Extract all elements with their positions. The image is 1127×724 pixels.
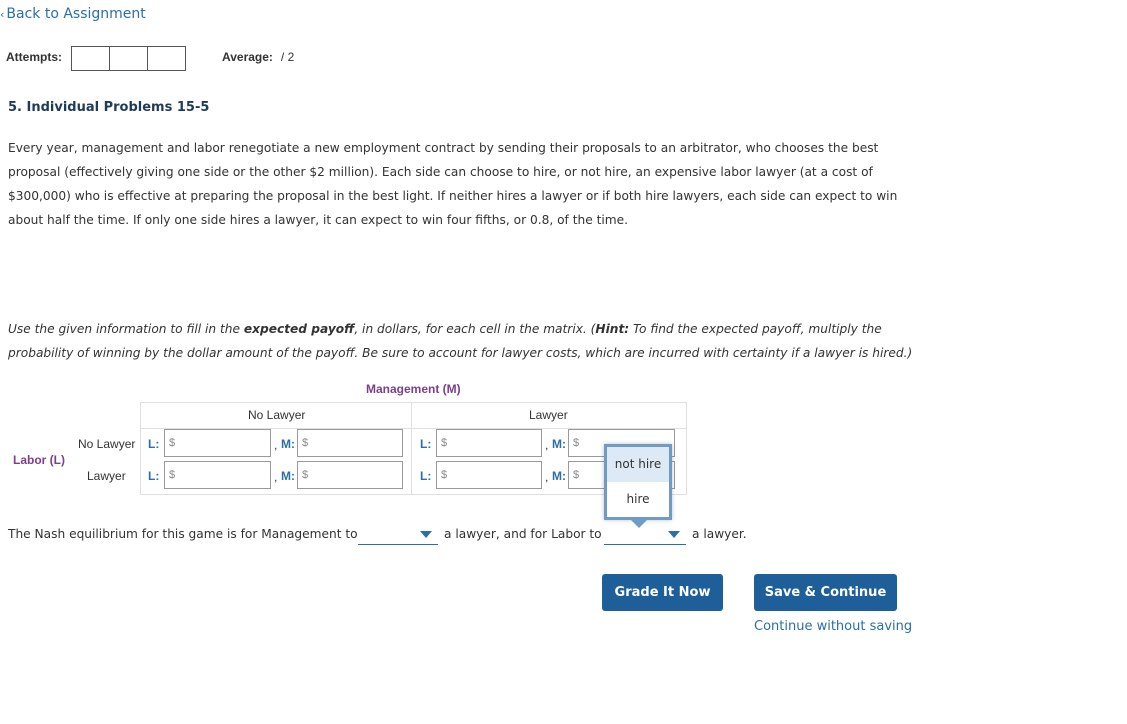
labor-payoff-input-lawyer-lawyer[interactable]	[436, 461, 542, 489]
management-header: Management (M)	[366, 382, 461, 396]
average-value: / 2	[280, 50, 295, 64]
problem-text: Every year, management and labor renegotiate a new employment contract by sending their proposals to an arbitrator, who chooses the best proposal (effectively giving one side or the other $2 million). Each side can choose to hire, or not hire, an expensive labor lawyer (at a cost of $300,000) who is effective at preparing the proposal in the best light. If neither hires a lawyer or if both hire lawyers, each side can expect to win about half the time. If only one side hires a lawyer, it can expect to win four fifths, or 0.8, of the time.	[8, 141, 898, 227]
currency-symbol: $	[169, 469, 176, 481]
nash-middle: a lawyer, and for Labor to	[444, 527, 602, 541]
management-payoff-input-nolawyer-nolawyer[interactable]	[297, 429, 403, 457]
column-header-lawyer: Lawyer	[529, 408, 568, 422]
chevron-down-icon[interactable]	[420, 531, 432, 538]
comma: ,	[274, 470, 278, 484]
chevron-down-icon[interactable]	[668, 531, 680, 538]
chevron-left-icon: ‹	[0, 8, 5, 21]
attempt-box	[71, 46, 110, 71]
comma: ,	[545, 470, 549, 484]
nash-prefix: The Nash equilibrium for this game is for Management to	[8, 527, 358, 541]
currency-symbol: $	[169, 437, 176, 449]
back-link-label: Back to Assignment	[6, 6, 146, 22]
currency-symbol: $	[302, 469, 309, 481]
management-payoff-label: M:	[281, 437, 295, 451]
currency-symbol: $	[573, 437, 580, 449]
comma: ,	[545, 438, 549, 452]
management-payoff-input-lawyer-nolawyer[interactable]	[297, 461, 403, 489]
instructions-text: Use the given information to fill in the	[8, 322, 244, 336]
labor-header: Labor (L)	[13, 453, 65, 467]
choice-dropdown-menu	[604, 444, 672, 520]
instructions-text: To find the expected payoff, multiply the probability of winning by the dollar amount of the payoff. Be sure to account for lawyer costs, which are incurred with certainty if a lawyer is hired.)	[8, 322, 913, 360]
attempt-box	[147, 46, 186, 71]
labor-payoff-label: L:	[420, 437, 432, 451]
labor-payoff-label: L:	[148, 437, 160, 451]
column-header-no-lawyer: No Lawyer	[248, 408, 306, 422]
currency-symbol: $	[441, 469, 448, 481]
attempt-box	[109, 46, 148, 71]
average-score	[222, 50, 294, 64]
grade-it-now-button[interactable]: Grade It Now	[602, 574, 723, 611]
dropdown-pointer	[631, 520, 647, 528]
dropdown-option-hire[interactable]: hire	[626, 492, 650, 506]
currency-symbol: $	[302, 437, 309, 449]
hint-label: Hint:	[595, 322, 630, 336]
management-payoff-label: M:	[552, 469, 566, 483]
row-header-lawyer: Lawyer	[87, 469, 126, 483]
save-and-continue-button[interactable]: Save & Continue	[754, 574, 897, 611]
attempts-label: Attempts:	[6, 50, 62, 64]
labor-payoff-label: L:	[148, 469, 160, 483]
labor-payoff-input-lawyer-nolawyer[interactable]	[164, 461, 271, 489]
problem-title: 5. Individual Problems 15-5	[8, 100, 210, 115]
back-to-assignment-link[interactable]	[0, 6, 146, 22]
dropdown-option-not-hire[interactable]: not hire	[607, 447, 669, 482]
instructions-bold: expected payoff	[243, 322, 355, 336]
nash-suffix: a lawyer.	[692, 527, 747, 541]
instructions-text: , in dollars, for each cell in the matrix. (	[354, 322, 596, 336]
management-payoff-label: M:	[281, 469, 295, 483]
average-label: Average:	[222, 50, 273, 64]
management-payoff-label: M:	[552, 437, 566, 451]
comma: ,	[274, 438, 278, 452]
attempt-boxes	[71, 46, 185, 71]
labor-payoff-input-nolawyer-lawyer[interactable]	[436, 429, 542, 457]
labor-payoff-input-nolawyer-nolawyer[interactable]	[164, 429, 271, 457]
row-header-no-lawyer: No Lawyer	[78, 437, 136, 451]
currency-symbol: $	[573, 469, 580, 481]
labor-payoff-label: L:	[420, 469, 432, 483]
continue-without-saving-link[interactable]: Continue without saving	[754, 619, 913, 634]
currency-symbol: $	[441, 437, 448, 449]
instructions	[8, 317, 928, 365]
